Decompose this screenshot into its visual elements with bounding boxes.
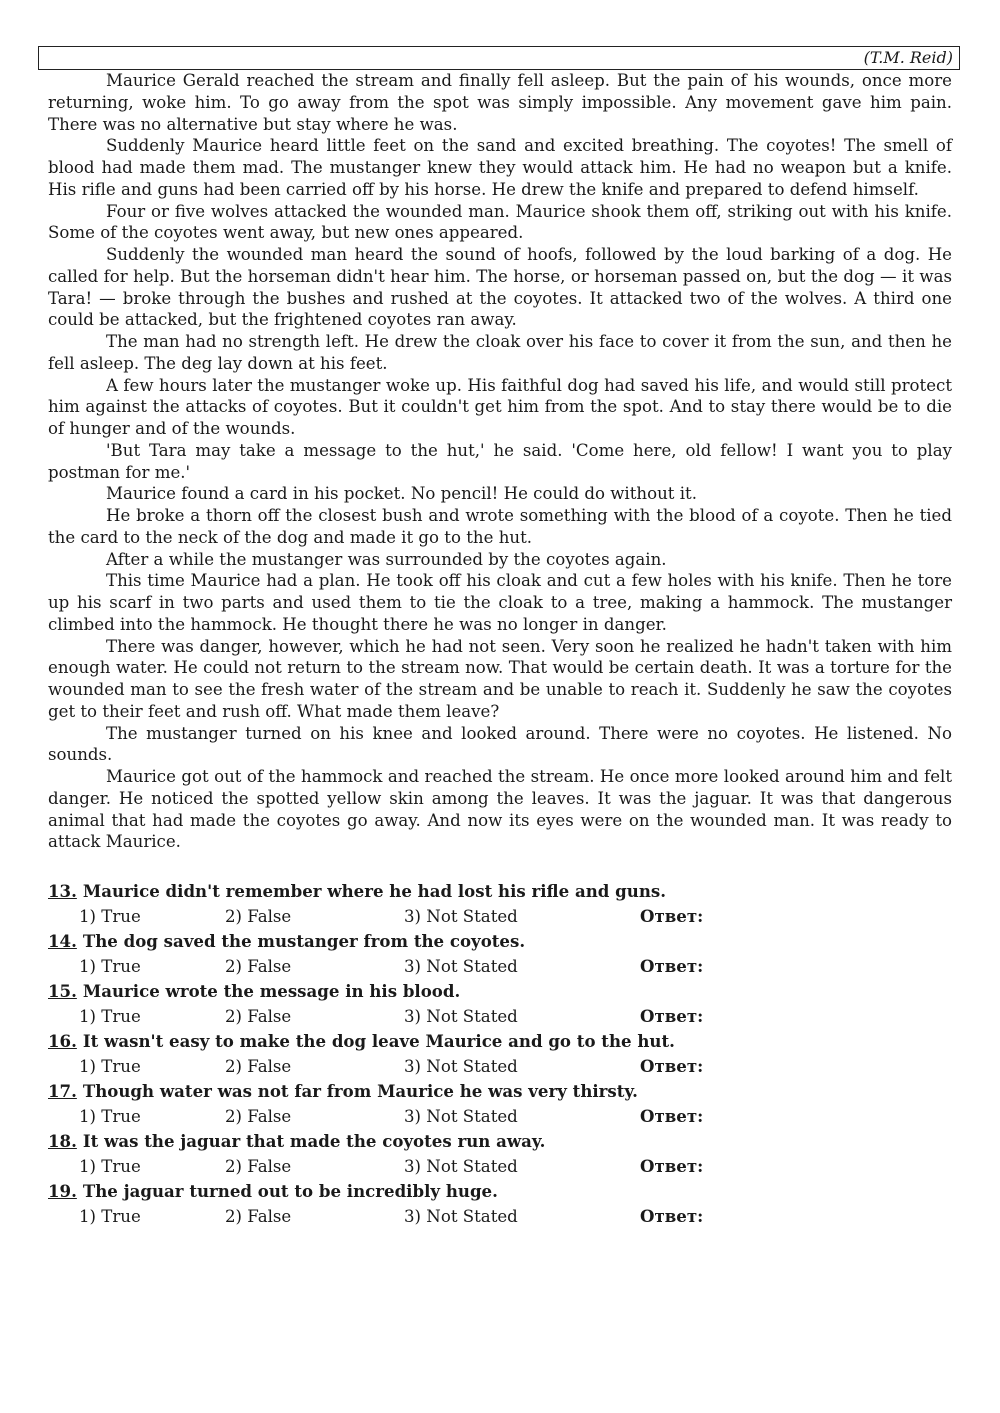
option-true[interactable]: 1) True <box>79 957 141 976</box>
answer-label: Ответ: <box>640 906 704 926</box>
answer-label: Ответ: <box>640 956 704 976</box>
question-text: The dog saved the mustanger from the coyotes. <box>82 931 526 951</box>
answer-options <box>48 1004 952 1029</box>
option-true[interactable]: 1) True <box>79 1057 141 1076</box>
option-false[interactable]: 2) False <box>225 907 292 926</box>
question-16 <box>48 1029 952 1079</box>
answer-label: Ответ: <box>640 1006 704 1026</box>
question-title <box>48 1129 952 1154</box>
question-number: 14. <box>48 931 77 951</box>
option-true[interactable]: 1) True <box>79 1007 141 1026</box>
option-false[interactable]: 2) False <box>225 957 292 976</box>
question-17 <box>48 1079 952 1129</box>
answer-options <box>48 954 952 979</box>
option-false[interactable]: 2) False <box>225 1057 292 1076</box>
question-text: It was the jaguar that made the coyotes run away. <box>82 1131 546 1151</box>
option-not-stated[interactable]: 3) Not Stated <box>404 1007 518 1026</box>
option-not-stated[interactable]: 3) Not Stated <box>404 907 518 926</box>
question-title <box>48 1029 952 1054</box>
option-not-stated[interactable]: 3) Not Stated <box>404 1157 518 1176</box>
story-paragraph: He broke a thorn off the closest bush and wrote something with the blood of a coyote. Then he tied the card to the neck of the dog and made it go to the hut. <box>48 506 952 547</box>
option-not-stated[interactable]: 3) Not Stated <box>404 1107 518 1126</box>
story-paragraph: This time Maurice had a plan. He took off his cloak and cut a few holes with his knife. Then he tore up his scarf in two parts and used them to tie the cloak to a tree, making a hammock. The mustanger climbed into the hammock. He thought there he was no longer in danger. <box>48 571 952 634</box>
answer-options <box>48 1154 952 1179</box>
question-text: It wasn't easy to make the dog leave Maurice and go to the hut. <box>82 1031 675 1051</box>
author-name: (T.M. Reid) <box>863 48 953 67</box>
question-13 <box>48 879 952 929</box>
story-paragraph: After a while the mustanger was surrounded by the coyotes again. <box>106 549 667 569</box>
question-number: 19. <box>48 1181 77 1201</box>
option-not-stated[interactable]: 3) Not Stated <box>404 1057 518 1076</box>
story-text <box>48 70 952 853</box>
question-number: 16. <box>48 1031 77 1051</box>
story-paragraph: Maurice Gerald reached the stream and finally fell asleep. But the pain of his wounds, once more returning, woke him. To go away from the spot was simply impossible. Any movement gave him pain. There was no alternative but stay where he was. <box>48 71 952 134</box>
question-number: 13. <box>48 881 77 901</box>
story-paragraph: The man had no strength left. He drew the cloak over his face to cover it from the sun, and then he fell asleep. The deg lay down at his feet. <box>48 332 952 373</box>
question-text: Maurice wrote the message in his blood. <box>82 981 461 1001</box>
answer-label: Ответ: <box>640 1106 704 1126</box>
story-paragraph: Suddenly Maurice heard little feet on the sand and excited breathing. The coyotes! The smell of blood had made them mad. The mustanger knew they would attack him. He had no weapon but a knife. His rifle and guns had been carried off by his horse. He drew the knife and prepared to defend himself. <box>48 136 952 199</box>
question-text: The jaguar turned out to be incredibly huge. <box>82 1181 498 1201</box>
answer-label: Ответ: <box>640 1206 704 1226</box>
answer-options <box>48 1104 952 1129</box>
option-true[interactable]: 1) True <box>79 1157 141 1176</box>
option-false[interactable]: 2) False <box>225 1207 292 1226</box>
answer-label: Ответ: <box>640 1156 704 1176</box>
question-number: 17. <box>48 1081 77 1101</box>
story-paragraph: A few hours later the mustanger woke up. His faithful dog had saved his life, and would still protect him against the attacks of coyotes. But it couldn't get him from the spot. And to stay there would be to die of hunger and of the wounds. <box>48 375 952 438</box>
question-text: Maurice didn't remember where he had lost his rifle and guns. <box>82 881 667 901</box>
option-true[interactable]: 1) True <box>79 1107 141 1126</box>
answer-label: Ответ: <box>640 1056 704 1076</box>
option-false[interactable]: 2) False <box>225 1107 292 1126</box>
option-false[interactable]: 2) False <box>225 1157 292 1176</box>
option-not-stated[interactable]: 3) Not Stated <box>404 1207 518 1226</box>
answer-options <box>48 1204 952 1229</box>
story-paragraph: Maurice got out of the hammock and reached the stream. He once more looked around him and felt danger. He noticed the spotted yellow skin among the leaves. It was the jaguar. It was that dangerous animal that had made the coyotes go away. And now its eyes were on the wounded man. It was ready to attack Maurice. <box>48 767 952 852</box>
question-list <box>48 879 952 1229</box>
question-18 <box>48 1129 952 1179</box>
question-title <box>48 1079 952 1104</box>
answer-options <box>48 904 952 929</box>
question-text: Though water was not far from Maurice he was very thirsty. <box>82 1081 638 1101</box>
worksheet-page <box>48 46 952 1229</box>
question-title <box>48 1179 952 1204</box>
option-not-stated[interactable]: 3) Not Stated <box>404 957 518 976</box>
option-true[interactable]: 1) True <box>79 1207 141 1226</box>
question-title <box>48 929 952 954</box>
story-paragraph: Suddenly the wounded man heard the sound of hoofs, followed by the loud barking of a dog. He called for help. But the horseman didn't hear him. The horse, or horseman passed on, but the dog — it was Tara! — broke through the bushes and rushed at the coyotes. It attacked two of the wolves. A third one could be attacked, but the frightened coyotes ran away. <box>48 245 952 330</box>
question-14 <box>48 929 952 979</box>
story-paragraph: Four or five wolves attacked the wounded man. Maurice shook them off, striking out with his knife. Some of the coyotes went away, but new ones appeared. <box>48 201 952 243</box>
option-true[interactable]: 1) True <box>79 907 141 926</box>
story-paragraph: 'But Tara may take a message to the hut,' he said. 'Come here, old fellow! I want you to play postman for me.' <box>48 440 952 482</box>
story-paragraph: There was danger, however, which he had not seen. Very soon he realized he hadn't taken with him enough water. He could not return to the stream now. That would be certain death. It was a torture for the wounded man to see the fresh water of the stream and be unable to reach it. Suddenly he saw the coyotes get to their feet and rush off. What made them leave? <box>48 636 952 721</box>
author-box <box>38 46 960 70</box>
story-paragraph: The mustanger turned on his knee and looked around. There were no coyotes. He listened. No sounds. <box>48 723 952 765</box>
question-title <box>48 879 952 904</box>
answer-options <box>48 1054 952 1079</box>
question-number: 18. <box>48 1131 77 1151</box>
question-15 <box>48 979 952 1029</box>
question-number: 15. <box>48 981 77 1001</box>
story-paragraph: Maurice found a card in his pocket. No pencil! He could do without it. <box>106 484 697 504</box>
question-19 <box>48 1179 952 1229</box>
option-false[interactable]: 2) False <box>225 1007 292 1026</box>
question-title <box>48 979 952 1004</box>
